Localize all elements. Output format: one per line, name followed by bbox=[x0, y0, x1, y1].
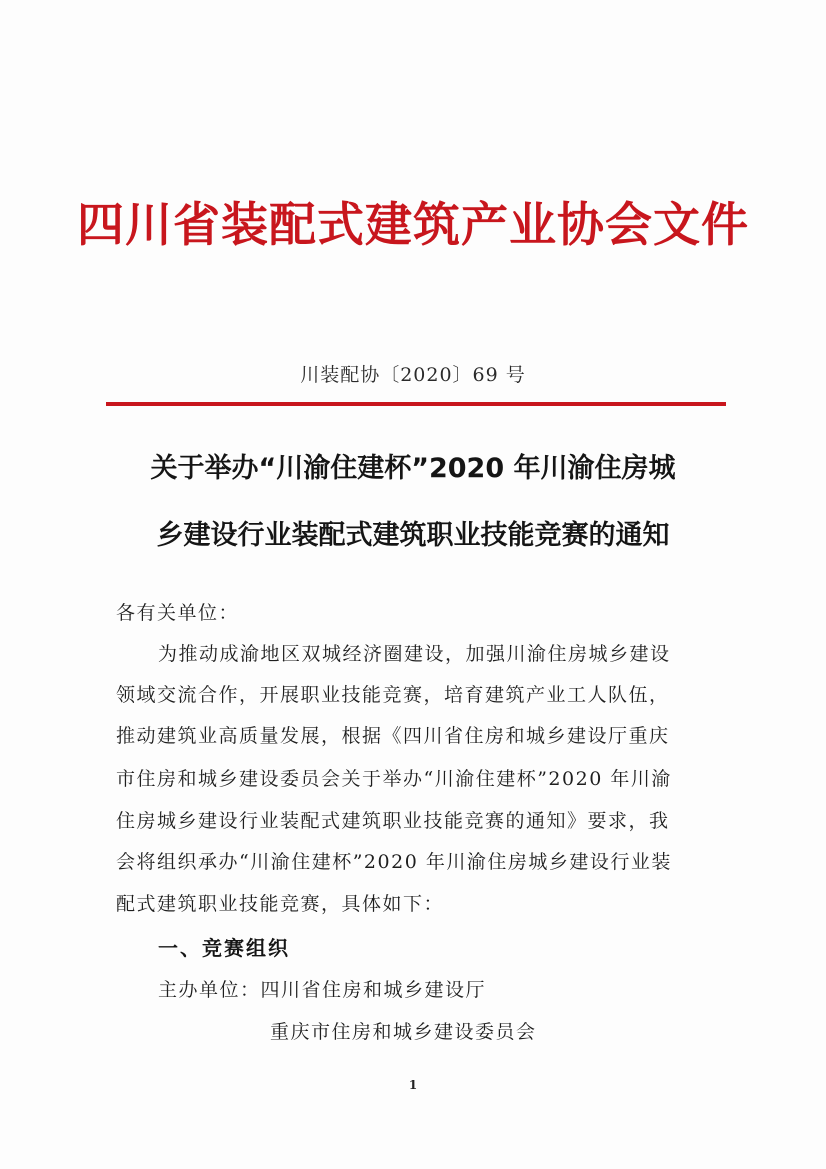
red-divider-line bbox=[106, 402, 726, 406]
notice-title-line-2: 乡建设行业装配式建筑职业技能竞赛的通知 bbox=[156, 520, 670, 551]
org-file-header: 四川省装配式建筑产业协会文件 bbox=[77, 198, 749, 253]
organizer-line-2: 重庆市住房和城乡建设委员会 bbox=[270, 1021, 537, 1043]
paragraph-line: 住房城乡建设行业装配式建筑职业技能竞赛的通知》要求，我 bbox=[116, 810, 670, 832]
notice-title-line-1: 关于举办“川渝住建杯”2020 年川渝住房城 bbox=[150, 453, 676, 484]
document-number: 川装配协〔2020〕69 号 bbox=[300, 364, 526, 386]
section-heading-organization: 一、竞赛组织 bbox=[158, 936, 290, 960]
paragraph-line: 会将组织承办“川渝住建杯”2020 年川渝住房城乡建设行业装 bbox=[116, 851, 672, 873]
organizer-line-1: 主办单位：四川省住房和城乡建设厅 bbox=[158, 979, 487, 1001]
salutation: 各有关单位： bbox=[116, 602, 240, 624]
paragraph-line: 市住房和城乡建设委员会关于举办“川渝住建杯”2020 年川渝 bbox=[116, 768, 672, 790]
paragraph-line: 为推动成渝地区双城经济圈建设，加强川渝住房城乡建设 bbox=[158, 643, 671, 665]
page-number: 1 bbox=[408, 1078, 418, 1092]
paragraph-line: 配式建筑职业技能竞赛，具体如下： bbox=[116, 893, 445, 915]
paragraph-line: 推动建筑业高质量发展，根据《四川省住房和城乡建设厅重庆 bbox=[116, 725, 670, 747]
paragraph-line: 领域交流合作，开展职业技能竞赛，培育建筑产业工人队伍， bbox=[116, 684, 670, 706]
